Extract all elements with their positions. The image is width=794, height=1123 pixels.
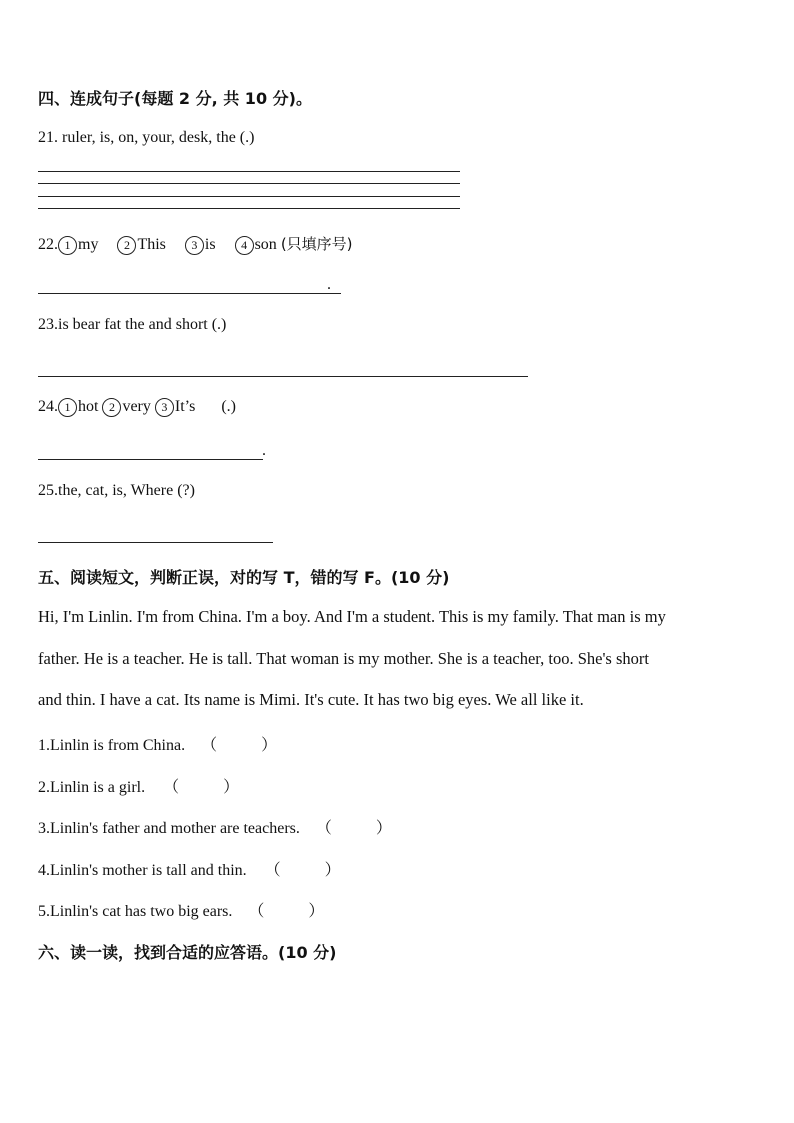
statement-1-text: 1.Linlin is from China. xyxy=(38,737,186,754)
word-its: It’s xyxy=(174,398,196,415)
circled-number-2: 2 xyxy=(102,398,121,417)
answer-paren-close: ） xyxy=(375,820,392,837)
question-24-number: 24. xyxy=(38,398,58,415)
statement-4-text: 4.Linlin's mother is tall and thin. xyxy=(38,862,247,879)
answer-line-25 xyxy=(38,542,273,543)
answer-line-23 xyxy=(38,376,528,377)
passage-line-1: Hi, I'm Linlin. I'm from China. I'm a boy. And I'm a student. This is my family. That man is my xyxy=(38,607,666,626)
question-24 xyxy=(38,398,236,417)
fill-in-number-note: (只填序号) xyxy=(280,235,353,253)
question-25: 25.the, cat, is, Where (?) xyxy=(38,482,195,499)
word-hot: hot xyxy=(78,398,99,415)
answer-line-21d xyxy=(38,208,460,209)
answer-paren-open: （ xyxy=(264,862,281,879)
circled-number-3: 3 xyxy=(155,398,174,417)
circled-number-4: 4 xyxy=(235,236,254,255)
question-22-number: 22. xyxy=(38,236,58,253)
question-22 xyxy=(38,233,353,255)
passage-line-3: and thin. I have a cat. Its name is Mimi. It's cute. It has two big eyes. We all like it. xyxy=(38,690,584,709)
answer-paren-close: ） xyxy=(223,779,240,796)
section-5-heading: 五、阅读短文，判断正误，对的写 T，错的写 F。(10 分) xyxy=(38,568,450,587)
answer-paren-open: （ xyxy=(201,737,218,754)
answer-line-22 xyxy=(38,293,341,294)
statement-5 xyxy=(38,898,324,921)
answer-line-21b xyxy=(38,183,460,184)
statement-2-text: 2.Linlin is a girl. xyxy=(38,779,146,796)
answer-line-21c xyxy=(38,196,460,197)
passage-line-2: father. He is a teacher. He is tall. That woman is my mother. She is a teacher, too. She's short xyxy=(38,649,649,668)
circled-number-1: 1 xyxy=(58,398,77,417)
word-this: This xyxy=(137,236,166,253)
statement-4 xyxy=(38,857,341,880)
answer-paren-open: （ xyxy=(248,903,265,920)
circled-number-2: 2 xyxy=(117,236,136,255)
answer-line-24 xyxy=(38,459,263,460)
statement-5-text: 5.Linlin's cat has two big ears. xyxy=(38,903,233,920)
answer-line-21a xyxy=(38,171,460,172)
answer-paren-close: ） xyxy=(308,903,325,920)
answer-paren-close: ） xyxy=(261,737,278,754)
word-very: very xyxy=(122,398,151,415)
circled-number-3: 3 xyxy=(185,236,204,255)
question-21: 21. ruler, is, on, your, desk, the (.) xyxy=(38,129,255,146)
word-is: is xyxy=(204,236,216,253)
question-23: 23.is bear fat the and short (.) xyxy=(38,316,227,333)
statement-2 xyxy=(38,774,239,797)
section-6-heading: 六、读一读，找到合适的应答语。(10 分) xyxy=(38,943,337,962)
period-22: . xyxy=(327,276,331,293)
statement-3-text: 3.Linlin's father and mother are teachers. xyxy=(38,820,300,837)
word-my: my xyxy=(78,236,99,253)
statement-3 xyxy=(38,815,392,838)
answer-paren-close: ） xyxy=(324,862,341,879)
answer-paren-open: （ xyxy=(163,779,180,796)
circled-number-1: 1 xyxy=(58,236,77,255)
sentence-ending-24: (.) xyxy=(221,398,236,415)
period-24: . xyxy=(262,442,266,459)
answer-paren-open: （ xyxy=(315,820,332,837)
section-4-heading: 四、连成句子(每题 2 分, 共 10 分)。 xyxy=(38,89,312,108)
word-son: son xyxy=(254,236,277,253)
statement-1 xyxy=(38,732,277,755)
